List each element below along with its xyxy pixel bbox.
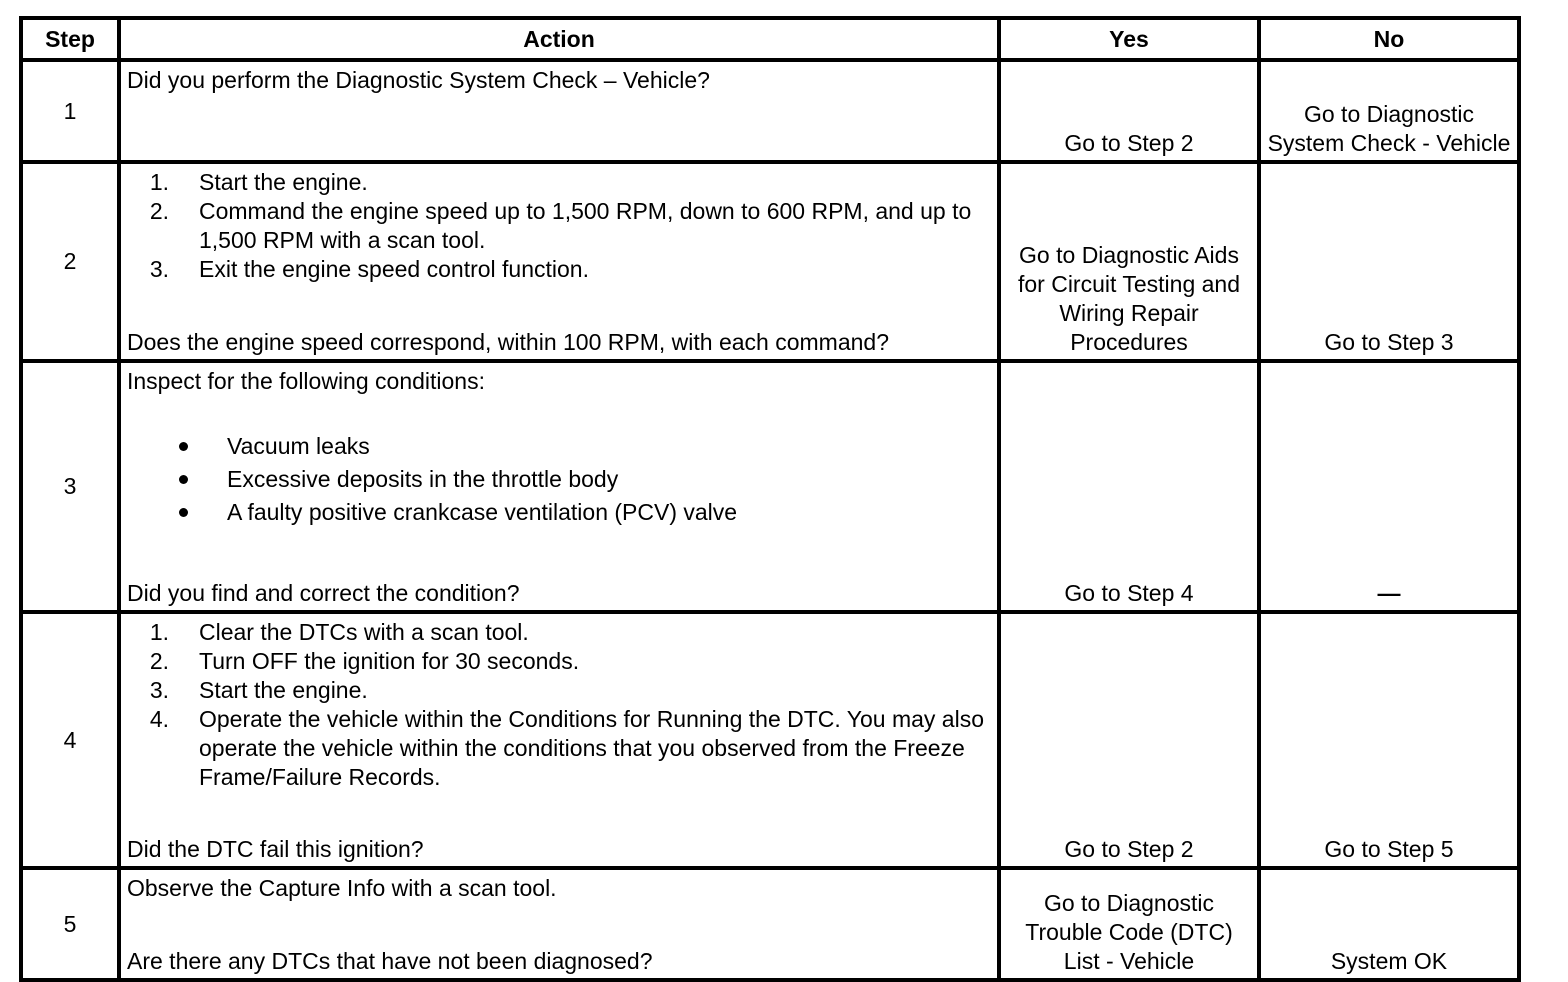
list-item-text: Vacuum leaks xyxy=(227,433,370,459)
no-cell xyxy=(1259,868,1519,980)
action-cell xyxy=(119,612,999,868)
no-cell xyxy=(1259,361,1519,612)
header-action: Action xyxy=(119,18,999,60)
list-item-text: Command the engine speed up to 1,500 RPM, down to 600 RPM, and up to 1,500 RPM with a scan tool. xyxy=(199,198,972,253)
list-item-text: Start the engine. xyxy=(199,677,368,703)
list-item-number: 1. xyxy=(149,169,169,195)
yes-cell xyxy=(999,60,1259,162)
list-item-number: 2. xyxy=(149,198,169,224)
list-item xyxy=(127,676,991,705)
header-yes: Yes xyxy=(999,18,1259,60)
action-question: Did you perform the Diagnostic System Check – Vehicle? xyxy=(127,67,710,93)
action-question: Does the engine speed correspond, within 100 RPM, with each command? xyxy=(127,329,889,355)
action-question: Did the DTC fail this ignition? xyxy=(127,836,424,862)
conditions-list xyxy=(127,430,991,529)
table-row-step-5 xyxy=(21,868,1519,980)
yes-cell xyxy=(999,868,1259,980)
header-no: No xyxy=(1259,18,1519,60)
action-steps-list xyxy=(127,168,991,284)
bullet-icon xyxy=(127,463,227,496)
list-item xyxy=(127,496,991,529)
list-item-number: 4. xyxy=(149,706,169,732)
list-item xyxy=(127,705,991,792)
yes-result: Go to Diagnostic Trouble Code (DTC) List - Vehicle xyxy=(1025,890,1233,974)
list-item xyxy=(127,255,991,284)
action-cell xyxy=(119,60,999,162)
action-cell xyxy=(119,868,999,980)
no-cell xyxy=(1259,162,1519,361)
list-item-number: 3. xyxy=(149,677,169,703)
action-question: Are there any DTCs that have not been diagnosed? xyxy=(127,948,653,974)
no-result: System OK xyxy=(1330,948,1448,974)
action-cell xyxy=(119,361,999,612)
list-item-text: Start the engine. xyxy=(199,169,368,195)
action-cell xyxy=(119,162,999,361)
action-question: Did you find and correct the condition? xyxy=(127,580,520,606)
list-item-number: 1. xyxy=(149,619,169,645)
yes-cell xyxy=(999,162,1259,361)
bullet-icon xyxy=(127,430,227,463)
list-item-text: Turn OFF the ignition for 30 seconds. xyxy=(199,648,580,674)
diagnostic-table-wrapper xyxy=(19,16,1521,982)
table-row-step-2 xyxy=(21,162,1519,361)
table-row-step-1 xyxy=(21,60,1519,162)
yes-result: Go to Diagnostic Aids for Circuit Testing and Wiring Repair Procedures xyxy=(1017,242,1240,355)
diagnostic-table xyxy=(19,16,1521,982)
list-item xyxy=(127,618,991,647)
step-number: 4 xyxy=(21,612,119,868)
list-item xyxy=(127,647,991,676)
yes-result: Go to Step 2 xyxy=(1064,836,1194,862)
no-result: Go to Diagnostic System Check - Vehicle xyxy=(1267,101,1511,156)
list-item-text: A faulty positive crankcase ventilation (PCV) valve xyxy=(227,499,738,525)
list-item-text: Excessive deposits in the throttle body xyxy=(227,466,619,492)
step-number: 1 xyxy=(21,60,119,162)
list-item xyxy=(127,168,991,197)
yes-result: Go to Step 4 xyxy=(1064,580,1194,606)
no-result: Go to Step 5 xyxy=(1324,836,1454,862)
no-cell xyxy=(1259,60,1519,162)
no-cell xyxy=(1259,612,1519,868)
action-intro: Inspect for the following conditions: xyxy=(127,368,485,394)
table-row-step-4 xyxy=(21,612,1519,868)
action-steps-list xyxy=(127,618,991,792)
list-item-number: 3. xyxy=(149,256,169,282)
step-number: 2 xyxy=(21,162,119,361)
list-item xyxy=(127,430,991,463)
list-item-text: Operate the vehicle within the Conditions for Running the DTC. You may also operate the vehicle within the conditions that you observed from the Freeze Frame/Failure Records. xyxy=(199,706,984,790)
table-row-step-3 xyxy=(21,361,1519,612)
list-item-number: 2. xyxy=(149,648,169,674)
list-item-text: Clear the DTCs with a scan tool. xyxy=(199,619,529,645)
yes-cell xyxy=(999,612,1259,868)
list-item-text: Exit the engine speed control function. xyxy=(199,256,589,282)
step-number: 5 xyxy=(21,868,119,980)
header-row xyxy=(21,18,1519,60)
list-item xyxy=(127,197,991,255)
list-item xyxy=(127,463,991,496)
yes-result: Go to Step 2 xyxy=(1064,130,1194,156)
yes-cell xyxy=(999,361,1259,612)
bullet-icon xyxy=(127,496,227,529)
no-result: — xyxy=(1377,580,1401,606)
header-step: Step xyxy=(21,18,119,60)
step-number: 3 xyxy=(21,361,119,612)
action-intro: Observe the Capture Info with a scan tool. xyxy=(127,875,557,901)
no-result: Go to Step 3 xyxy=(1324,329,1454,355)
